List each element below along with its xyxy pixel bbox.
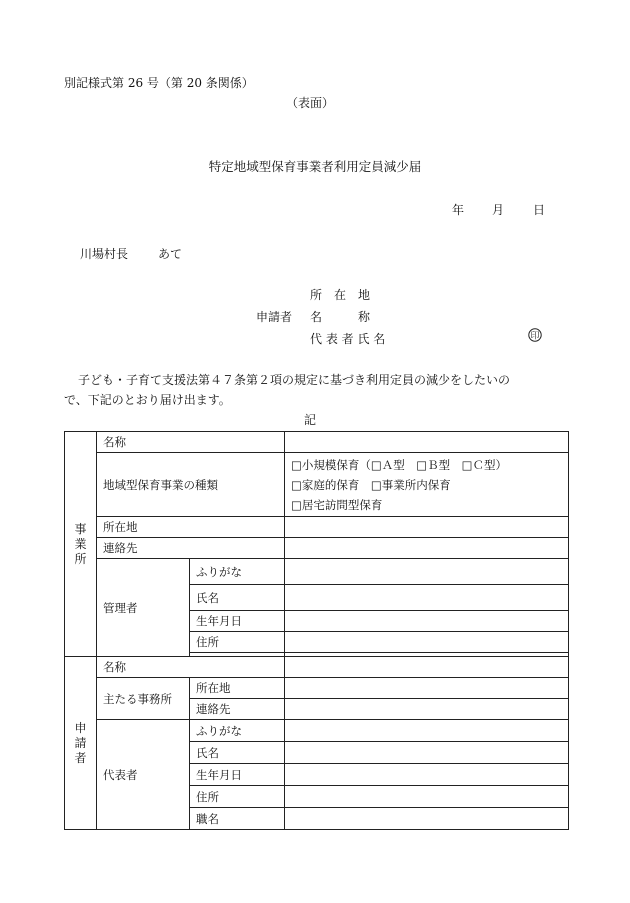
home-visit-label: 居宅訪問型保育 [301,497,383,512]
checkbox-type-c[interactable] [462,458,473,472]
office-contact-field[interactable] [285,538,569,559]
checkbox-home-visit[interactable] [291,498,302,512]
office-type-options [285,453,569,517]
form-number: 別記様式第 26 号（第 20 条関係） [64,76,254,90]
representative-furigana-label: ふりがな [190,720,285,742]
date-year: 年 [452,203,465,217]
manager-furigana-field[interactable] [285,559,569,585]
date-month: 月 [492,203,505,217]
manager-birthdate-field[interactable] [285,611,569,632]
body-text-line1: 子ども・子育て支援法第４７条第２項の規定に基づき利用定員の減少をしたいの [78,373,511,387]
manager-address-label: 住所 [190,632,285,653]
main-office-contact-label: 連絡先 [190,699,285,720]
main-office-location-label: 所在地 [190,678,285,699]
main-office-label: 主たる事務所 [97,678,190,720]
office-location-label: 所在地 [97,517,285,538]
date-day: 日 [533,203,546,217]
seal-text: 印 [530,331,540,342]
office-name-label: 名称 [97,432,285,453]
form-table [64,431,569,830]
applicant-name-label: 名 称 [310,310,371,324]
table-row [65,453,569,517]
type-a-label: Ａ型 [381,457,405,472]
applicant-name-row-label: 名称 [97,657,285,678]
representative-furigana-field[interactable] [285,720,569,742]
body-text-line2: で、下記のとおり届け出ます。 [64,393,231,407]
applicant-location-label: 所 在 地 [310,288,371,302]
representative-address-field[interactable] [285,786,569,808]
representative-title-field[interactable] [285,808,569,830]
table-row [65,432,569,453]
manager-furigana-label: ふりがな [190,559,285,585]
type-c-label: Ｃ型） [472,457,507,472]
main-office-contact-field[interactable] [285,699,569,720]
addressee-name: 川場村長 [80,247,129,261]
side-label: （表面） [285,96,334,110]
checkbox-family[interactable] [291,478,302,492]
office-contact-label: 連絡先 [97,538,285,559]
applicant-name-field[interactable] [285,657,569,678]
family-label: 家庭的保育 [301,477,360,492]
representative-name-label: 氏名 [190,742,285,764]
table-row [65,657,569,678]
manager-name-label: 氏名 [190,585,285,611]
table-row [65,720,569,742]
manager-address-field[interactable] [285,632,569,653]
manager-name-field[interactable] [285,585,569,611]
applicant-representative-label: 代 表 者 氏 名 [310,332,386,346]
office-section-label: 事業所 [65,432,97,657]
office-location-field[interactable] [285,517,569,538]
in-office-label: 事業所内保育 [381,477,451,492]
type-b-label: Ｂ型 [427,457,451,472]
page-title: 特定地域型保育事業者利用定員減少届 [208,159,422,174]
checkbox-in-office[interactable] [371,478,382,492]
representative-title-label: 職名 [190,808,285,830]
seal-mark [528,328,542,342]
checkbox-type-a[interactable] [371,458,382,472]
checkbox-small-scale[interactable] [291,458,302,472]
representative-name-field[interactable] [285,742,569,764]
manager-label: 管理者 [97,559,190,657]
table-row [65,678,569,699]
table-row [65,517,569,538]
addressee-suffix: あて [158,247,183,261]
representative-address-label: 住所 [190,786,285,808]
representative-birthdate-label: 生年月日 [190,764,285,786]
manager-birthdate-label: 生年月日 [190,611,285,632]
table-row [65,538,569,559]
applicant-section-label: 申請者 [65,657,97,830]
main-office-location-field[interactable] [285,678,569,699]
seal-icon [528,328,542,342]
representative-birthdate-field[interactable] [285,764,569,786]
small-scale-label: 小規模保育（ [301,457,371,472]
ki-label: 記 [303,413,316,427]
table-row [65,559,569,585]
representative-label: 代表者 [97,720,190,830]
checkbox-type-b[interactable] [416,458,427,472]
office-type-label: 地域型保育事業の種類 [97,453,285,517]
office-name-field[interactable] [285,432,569,453]
applicant-label: 申請者 [256,310,293,324]
